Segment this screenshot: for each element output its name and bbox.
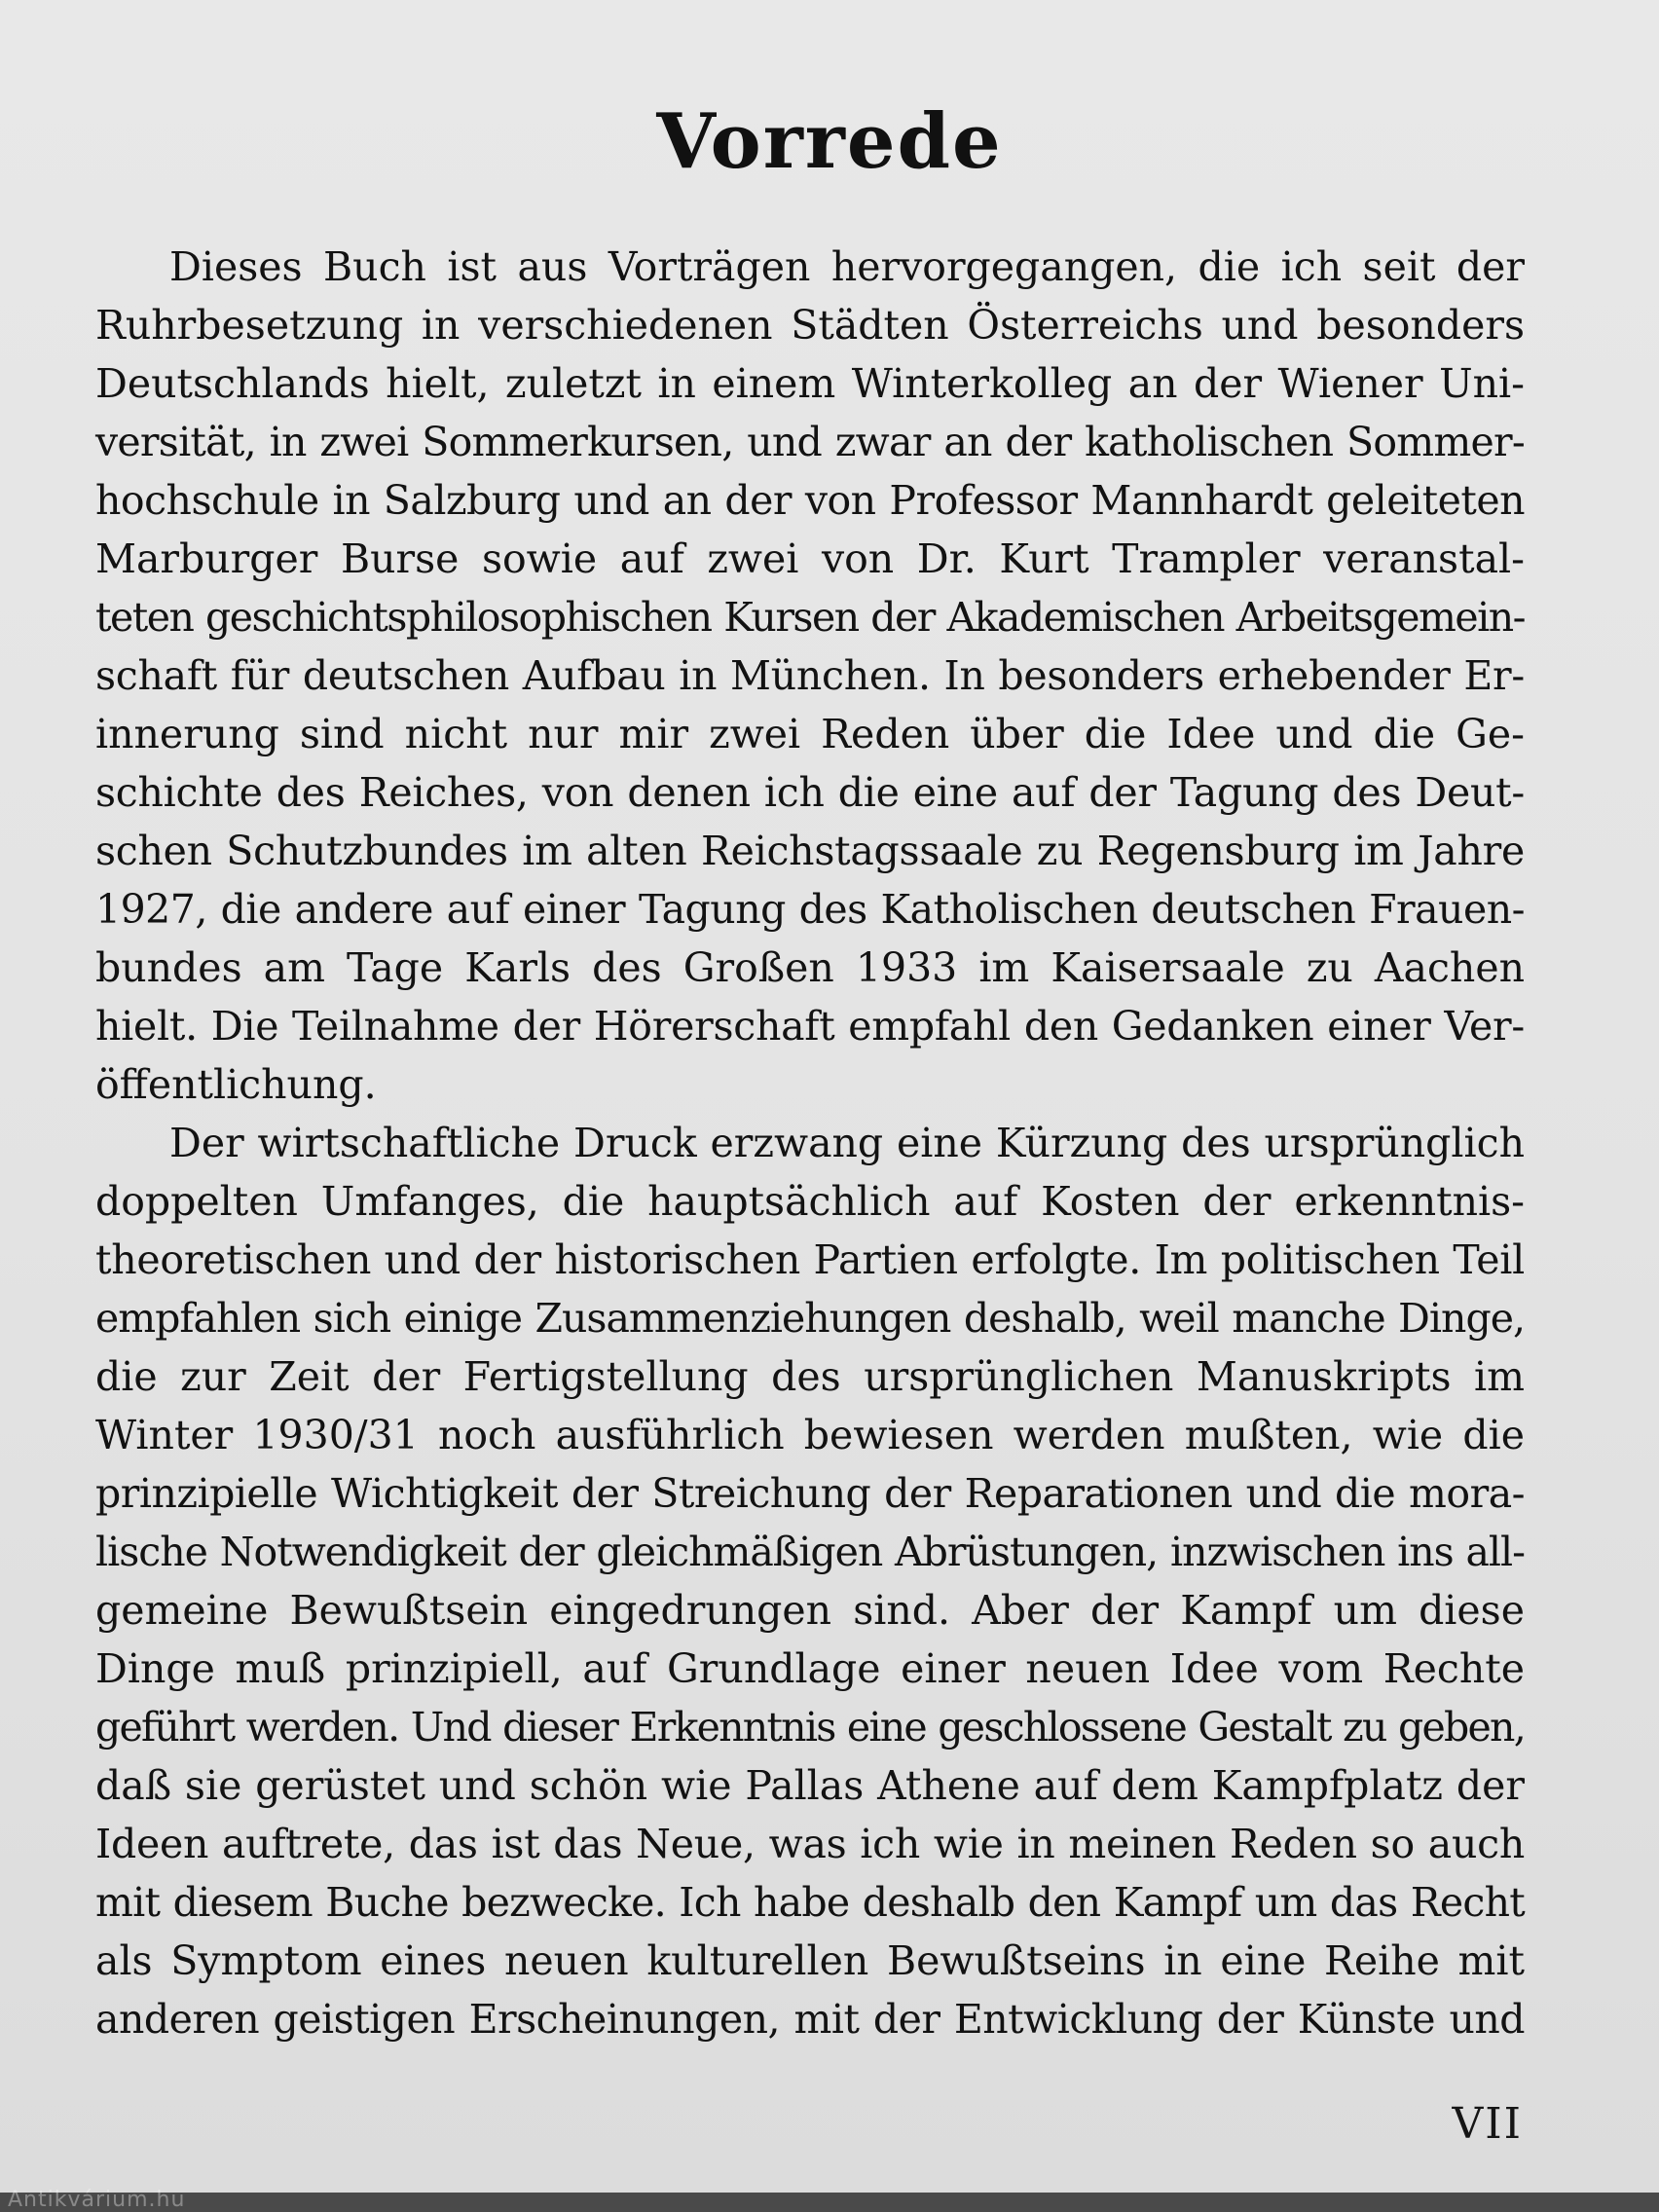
text-line: versität, in zwei Sommerkursen, und zwar an der katholischen Sommer- [95,419,1525,465]
text-line: doppelten Umfanges, die hauptsächlich auf Kosten der erkenntnis- [95,1178,1525,1225]
text-line: Dinge muß prinzipiell, auf Grundlage einer neuen Idee vom Rechte [95,1645,1525,1692]
text-line: gemeine Bewußtsein eingedrungen sind. Aber der Kampf um diese [95,1587,1525,1634]
text-line: empfahlen sich einige Zusammenziehungen deshalb, weil manche Dinge, [95,1295,1525,1342]
paragraph-2 [95,1114,1525,2048]
text-line: hielt. Die Teilnahme der Hörerschaft empfahl den Gedanken einer Ver- [95,1003,1525,1050]
text-line: 1927, die andere auf einer Tagung des Katholischen deutschen Frauen- [95,886,1525,933]
text-line: öffentlichung. [95,1061,377,1108]
page-bottom-edge [0,2193,1659,2212]
text-line: schen Schutzbundes im alten Reichstagssaale zu Regensburg im Jahre [95,828,1525,874]
text-line: bundes am Tage Karls des Großen 1933 im Kaisersaale zu Aachen [95,944,1525,991]
text-line: teten geschichtsphilosophischen Kursen der Akademischen Arbeitsgemein- [95,594,1525,641]
text-line: schaft für deutschen Aufbau in München. In besonders erhebender Er- [95,652,1525,699]
text-line: Der wirtschaftliche Druck erzwang eine Kürzung des ursprünglich [169,1120,1525,1166]
text-line: schichte des Reiches, von denen ich die eine auf der Tagung des Deut- [95,769,1525,816]
text-line: Marburger Burse sowie auf zwei von Dr. Kurt Trampler veranstal- [95,535,1525,582]
text-line: geführt werden. Und dieser Erkenntnis eine geschlossene Gestalt zu geben, [95,1704,1525,1751]
text-line: die zur Zeit der Fertigstellung des ursprünglichen Manuskripts im [95,1353,1525,1400]
paragraph-1 [95,238,1525,1114]
watermark: Antikvárium.hu [8,2188,186,2212]
text-line: Winter 1930/31 noch ausführlich bewiesen werden mußten, wie die [95,1412,1525,1458]
page-title: Vorrede [656,97,1003,186]
text-line: lische Notwendigkeit der gleichmäßigen Abrüstungen, inzwischen ins all- [95,1529,1525,1575]
text-line: mit diesem Buche bezwecke. Ich habe deshalb den Kampf um das Recht [95,1879,1525,1926]
text-line: theoretischen und der historischen Partien erfolgte. Im politischen Teil [95,1236,1525,1283]
text-line: innerung sind nicht nur mir zwei Reden über die Idee und die Ge- [95,711,1525,757]
text-line: hochschule in Salzburg und an der von Professor Mannhardt geleiteten [95,477,1525,524]
text-line: Deutschlands hielt, zuletzt in einem Winterkolleg an der Wiener Uni- [95,360,1525,407]
text-line: daß sie gerüstet und schön wie Pallas Athene auf dem Kampfplatz der [95,1762,1525,1809]
text-line: anderen geistigen Erscheinungen, mit der Entwicklung der Künste und [95,1996,1525,2043]
text-line: Ideen auftrete, das ist das Neue, was ich wie in meinen Reden so auch [95,1821,1525,1867]
text-line: als Symptom eines neuen kulturellen Bewußtseins in eine Reihe mit [95,1937,1525,1984]
text-line: Ruhrbesetzung in verschiedenen Städten Österreichs und besonders [95,302,1525,349]
text-line: prinzipielle Wichtigkeit der Streichung der Reparationen und die mora- [95,1470,1525,1517]
body-text [95,238,1525,2048]
page-number: VII [1452,2099,1523,2149]
text-line: Dieses Buch ist aus Vorträgen hervorgegangen, die ich seit der [169,243,1525,290]
